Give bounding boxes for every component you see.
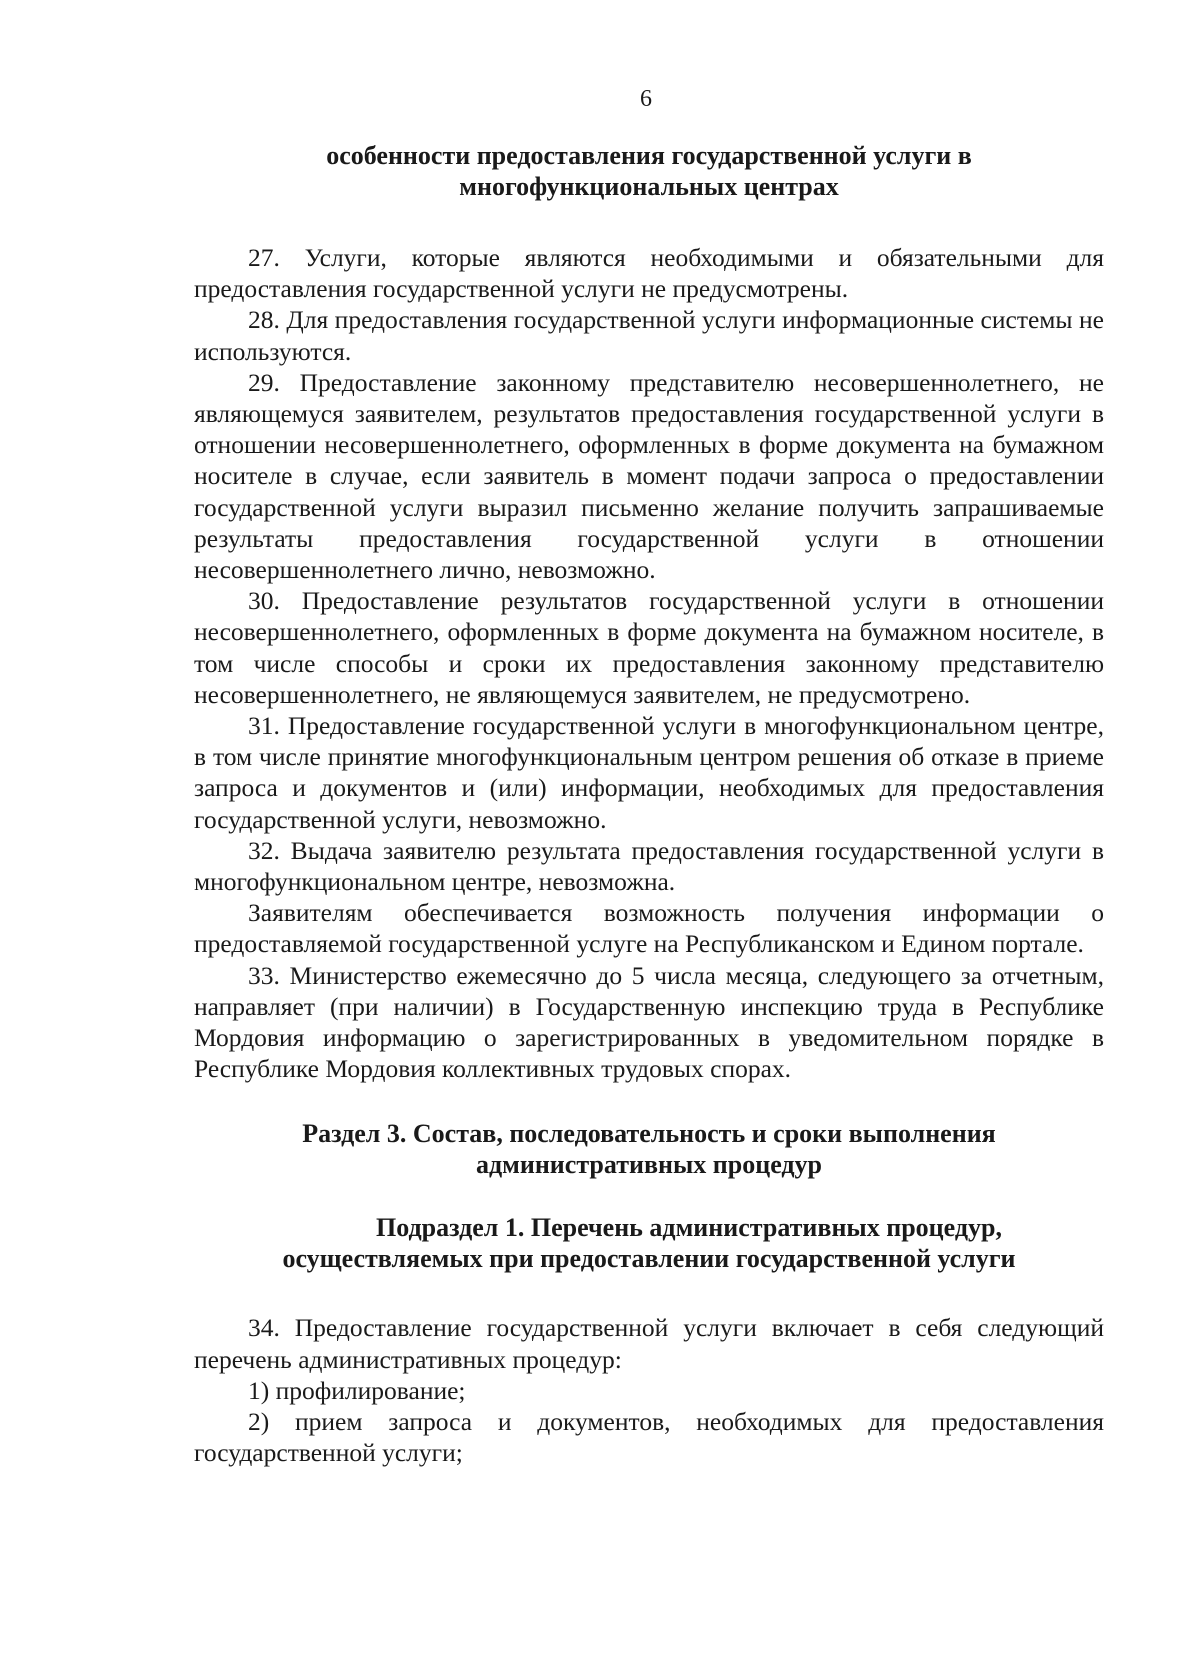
paragraph-30: 30. Предоставление результатов государственной услуги в отношении несовершеннолетнего, оформленных в форме документа на бумажном носителе, в том числе способы и сроки их предоставления законному представителю несовершеннолетнего, не являющемуся заявителем, не предусмотрено. [194,586,1104,709]
section-title [194,1118,1104,1180]
section-title-line-2: административных процедур [475,1150,823,1180]
section-title-line-1: Раздел 3. Состав, последовательность и сроки выполнения [302,1119,996,1149]
paragraph-27: 27. Услуги, которые являются необходимыми и обязательными для предоставления государственной услуги не предусмотрены. [194,243,1104,304]
subsection-title-line-2: многофункциональных центрах [459,172,839,201]
page-number: 6 [640,86,652,112]
list-item-1: 1) профилирование; [248,1375,466,1405]
subsection-title [194,140,1104,202]
subsection-1-title-line-2: осуществляемых при предоставлении государственной услуги [282,1244,1016,1274]
subsection-1-title-line-1: Подраздел 1. Перечень административных процедур, [376,1213,1002,1243]
document-body [194,140,1104,1469]
subsection-title-line-1: особенности предоставления государственной услуги в [326,141,972,170]
list-item-2: 2) прием запроса и документов, необходимых для предоставления государственной услуги; [194,1407,1104,1468]
paragraph-33: 33. Министерство ежемесячно до 5 числа месяца, следующего за отчетным, направляет (при наличии) в Государственную инспекцию труда в Республике Мордовия информацию о зарегистрированных в уведомительном порядке в Республике Мордовия коллективных трудовых спорах. [194,960,1104,1084]
paragraph-31: 31. Предоставление государственной услуги в многофункциональном центре, в том числе принятие многофункциональным центром решения об отказе в приеме запроса и документов и (или) информации, необходимых для предоставления государственной услуги, невозможно. [194,711,1104,834]
paragraph-29: 29. Предоставление законному представителю несовершеннолетнего, не являющемуся заявителем, результатов предоставления государственной услуги в отношении несовершеннолетнего, оформленных в форме документа на бумажном носителе в случае, если заявитель в момент подачи запроса о предоставлении государственной услуги выразил письменно желание получить запрашиваемые результаты предоставления государственной услуги в отношении несовершеннолетнего лично, невозможно. [194,367,1104,585]
paragraph-34: 34. Предоставление государственной услуги включает в себя следующий перечень административных процедур: [194,1313,1104,1374]
paragraph-32: 32. Выдача заявителю результата предоставления государственной услуги в многофункциональном центре, невозможна. [194,835,1104,897]
paragraph-32-note: Заявителям обеспечивается возможность получения информации о предоставляемой государственной услуге на Республиканском и Едином портале. [194,898,1104,959]
subsection-1-title [194,1212,1104,1274]
paragraph-28: 28. Для предоставления государственной услуги информационные системы не используются. [194,305,1104,366]
